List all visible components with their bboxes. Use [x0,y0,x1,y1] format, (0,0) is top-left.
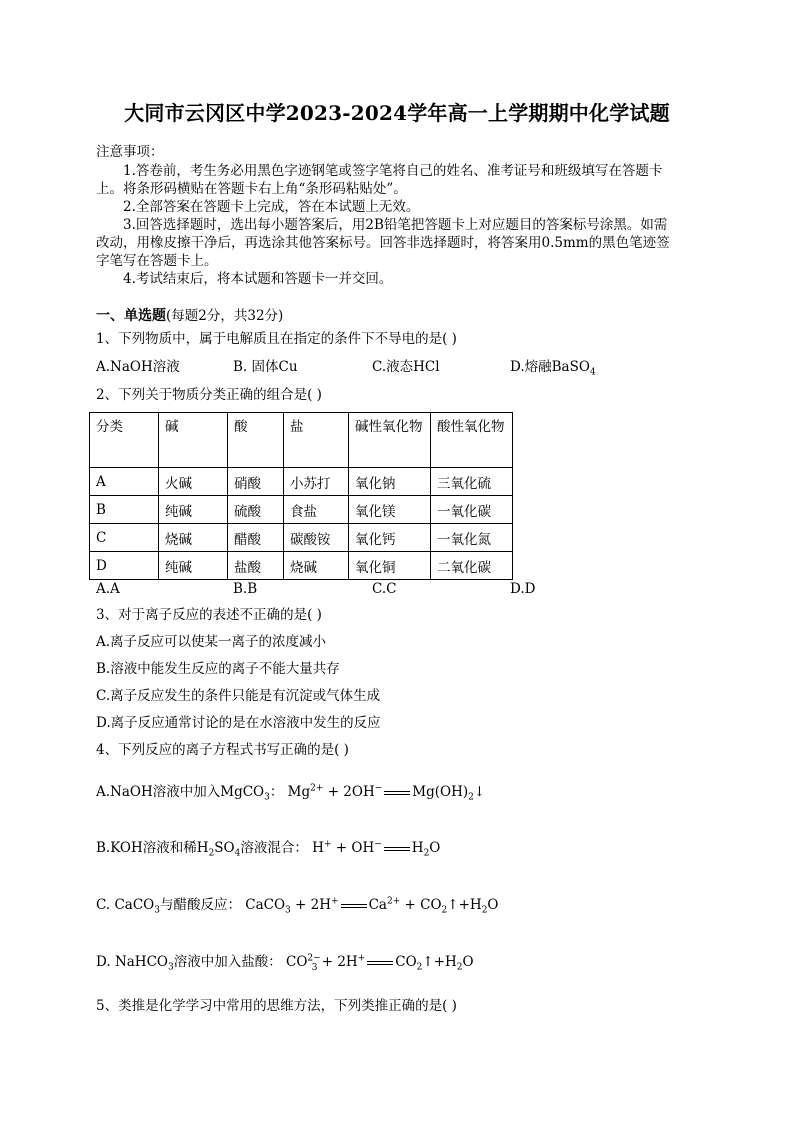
superscript: + [331,896,339,907]
option-d-subscript: 4 [589,367,596,378]
question-4-option-a [96,783,485,801]
formula: +H [458,897,482,913]
table-cell: 食盐 [284,496,349,524]
colon: ： [269,784,284,800]
formula: CaCO [114,897,155,913]
option-text: 与醋酸反应： [159,897,241,913]
table-row [90,552,513,580]
note-3-line-1: 3.回答选择题时，选出每小题答案后，用2B铅笔把答题卡上对应题目的答案标号涂黑。如需 [123,217,668,233]
superscript: 2+ [310,783,324,794]
table-cell: 三氧化硫 [431,468,513,496]
question-2-option-a: A.A [96,581,120,597]
table-cell: 二氧化碳 [431,552,513,580]
question-1-stem: 1、下列物质中，属于电解质且在指定的条件下不导电的是( ) [96,331,457,347]
table-cell: 烧碱 [284,552,349,580]
superscript: 2+ [386,896,401,907]
table-header-row [90,413,513,468]
table-header-cell: 分类 [90,413,159,468]
table-cell: 氧化钠 [349,468,431,496]
formula: +H [433,954,457,970]
option-d-prefix: D.熔融 [510,359,552,375]
subscript: 2 [208,848,215,859]
table-cell: 纯碱 [159,496,228,524]
subscript: 3 [264,792,270,803]
option-d-formula: BaSO [551,359,590,375]
question-5-stem: 5、类推是化学学习中常用的思维方法，下列类推正确的是( ) [96,998,457,1014]
table-header-cell: 碱 [159,413,228,468]
formula: H [312,840,324,856]
table-header-cell: 酸 [228,413,284,468]
formula: O [462,954,474,970]
question-4-option-d [96,953,474,971]
formula: CO [395,954,417,970]
question-3-option-b: B.溶液中能发生反应的离子不能大量共存 [96,661,340,677]
option-text: 溶液混合： [240,840,308,856]
equals-sign [384,791,410,795]
note-3-line-3: 字笔写在答题卡上。 [96,253,218,269]
table-header-cell: 碱性氧化物 [349,413,431,468]
subscript: 2 [441,905,448,916]
superscript: − [374,783,383,794]
formula: SO [214,840,235,856]
note-1-line-1: 1.答卷前，考生务必用黑色字迹钢笔或签字笔将自己的姓名、准考证号和班级填写在答题卡 [123,163,663,179]
section-info: (每题2分，共32分) [166,308,284,324]
formula: + 2H [290,897,332,913]
table-row [90,496,513,524]
subscript: 2 [416,962,423,973]
formula: + OH [331,840,375,856]
table-cell: 硫酸 [228,496,284,524]
subscript: 3 [285,905,291,916]
option-text: 溶液中加入盐酸： [173,954,282,970]
table-cell: 火碱 [159,468,228,496]
formula: H [411,840,424,856]
table-cell: 一氧化氮 [431,524,513,552]
table-cell: 盐酸 [228,552,284,580]
formula: + 2OH [323,784,375,800]
formula: Mg [287,784,311,800]
subscript: 2 [481,905,488,916]
note-3-line-2: 改动，用橡皮擦干净后，再选涂其他答案标号。回答非选择题时，将答案用0.5mm的黑色笔迹签 [96,235,670,251]
formula: H [196,840,209,856]
question-1-option-a: A.NaOH溶液 [96,359,180,375]
option-text: D. [96,954,115,970]
question-4-stem: 4、下列反应的离子方程式书写正确的是( ) [96,742,349,758]
question-3-option-a: A.离子反应可以使某一离子的浓度减小 [96,634,327,650]
question-2-option-b: B.B [233,581,258,597]
superscript: + [357,953,366,964]
table-row [90,524,513,552]
subscript: 3 [154,905,160,916]
question-4-option-c [96,896,499,914]
formula: CO [286,954,308,970]
question-2-option-d: D.D [510,581,536,597]
question-1-option-b: B. 固体Cu [233,359,298,375]
question-1-option-d [510,358,596,376]
table-header-cell: 酸性氧化物 [431,413,513,468]
question-3-stem: 3、对于离子反应的表述不正确的是( ) [96,607,322,623]
note-2: 2.全部答案在答题卡上完成，答在本试题上无效。 [123,199,420,215]
table-cell: 碳酸铵 [284,524,349,552]
table-cell: 醋酸 [228,524,284,552]
gas-arrow-icon: ↑ [422,954,434,970]
subscript: 3 [311,962,318,973]
option-text: C. [96,897,115,913]
table-header-cell: 盐 [284,413,349,468]
table-row [90,468,513,496]
table-cell: 纯碱 [159,552,228,580]
formula: O [487,897,499,913]
table-cell: 烧碱 [159,524,228,552]
classification-table [89,412,513,580]
subscript: 2 [468,792,474,803]
equals-sign [367,961,393,965]
section-heading [96,307,283,325]
formula: Mg(OH) [412,784,469,800]
question-3-option-c: C.离子反应发生的条件只能是有沉淀或气体生成 [96,688,381,704]
question-2-option-c: C.C [372,581,397,597]
gas-arrow-icon: ↑ [447,897,459,913]
table-cell: 小苏打 [284,468,349,496]
table-cell: 一氧化碳 [431,496,513,524]
equals-sign [341,904,367,908]
table-cell: C [90,524,159,552]
subscript: 3 [167,962,174,973]
table-cell: D [90,552,159,580]
equals-sign [384,847,410,851]
formula: O [429,840,441,856]
question-2-stem: 2、下列关于物质分类正确的组合是( ) [96,387,322,403]
note-1-line-2: 上。将条形码横贴在答题卡右上角“条形码粘贴处”。 [96,181,407,197]
table-cell: 氧化钙 [349,524,431,552]
formula: Ca [368,897,387,913]
precipitate-arrow-icon: ↓ [473,784,486,800]
table-cell: 氧化镁 [349,496,431,524]
formula: + CO [400,897,442,913]
subscript: 2 [456,962,463,973]
formula: + 2H [317,954,358,970]
question-1-option-c: C.液态HCl [372,359,440,375]
question-3-option-d: D.离子反应通常讨论的是在水溶液中发生的反应 [96,715,381,731]
table-cell: B [90,496,159,524]
notes-heading: 注意事项： [96,144,164,160]
table-cell: 氧化铜 [349,552,431,580]
superscript: − [374,839,382,850]
option-text: B.KOH溶液和稀 [96,840,197,856]
superscript: 2− [307,953,321,964]
formula: NaHCO [114,954,168,970]
formula: CaCO [245,897,286,913]
question-4-option-b [96,839,440,857]
section-label: 一、单选题 [96,308,166,324]
table-cell: 硝酸 [228,468,284,496]
page-title: 大同市云冈区中学2023-2024学年高一上学期期中化学试题 [124,101,670,125]
superscript: + [323,839,332,850]
subscript: 4 [234,848,241,859]
note-4: 4.考试结束后，将本试题和答题卡一并交回。 [123,271,393,287]
formula: MgCO [220,784,265,800]
option-text: A.NaOH溶液中加入 [96,784,221,800]
table-cell: A [90,468,159,496]
subscript: 2 [423,848,430,859]
